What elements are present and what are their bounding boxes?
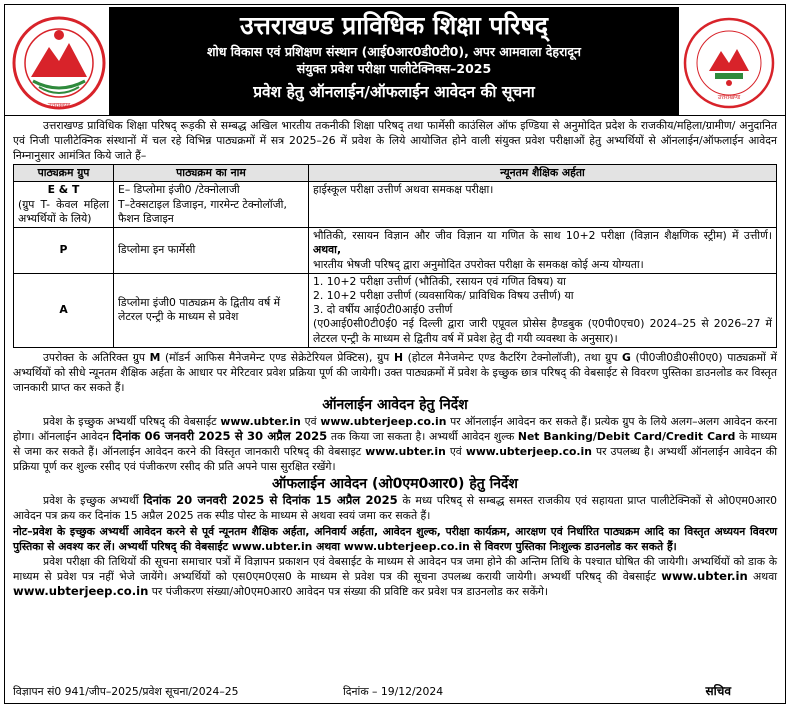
website-link[interactable]: www.ubterjeep.co.in [13, 583, 149, 598]
website-link[interactable]: www.ubter.in [661, 568, 748, 583]
text-span: प्रवेश परीक्षा की तिथियों की सूचना समाचार पत्रों में विज्ञापन प्रकाशन एवं वेबसाईट के माध्यम से आवेदन पत्र जमा होने की अन्तिम तिथि के पश्चात घोषित की जायेगी। अभ्यर्थियों को डाक के माध्यम से प्रवेश पत्र नहीं भेजे जायेंगे। अभ्यर्थियों को एस0एम0एस0 के माध्यम से प्रवेश पत्र की सूचना उपलब्ध करायी जायेगी। अभ्यर्थी परिषद् की वेबसाईट [13, 554, 777, 583]
text-span: तक किया जा सकता है। अभ्यर्थी आवेदन शुल्क [327, 430, 518, 444]
text-span: अथवा [747, 569, 777, 583]
title-banner [109, 7, 679, 115]
website-link[interactable]: www.ubter.in [231, 539, 313, 553]
text-span: के माध्यम से जमा कर सकते हैं। ऑनलाईन आवेदन करने की विस्तृत जानकारी परिषद् की वेबसाइट [13, 430, 777, 459]
text-span: (पी0जी0डी0सी0ए0) पाठ्यक्रमों में अभ्यर्थियों को सीधे न्यूनतम शैक्षिक अर्हता के आधार पर मेरिटवार प्रवेश प्रक्रिया पूर्ण की जायेगी। उक्त पाठ्यक्रमों में प्रवेश के इच्छुक छात्र परिषद् की वेबसाईट से विवरण पुस्तिका डाउनलोड कर विस्तृत जानकारी प्राप्त कर सकते हैं। [13, 350, 777, 394]
group-g: G [621, 350, 631, 364]
table-header-row [14, 165, 777, 182]
eligibility-table [13, 164, 777, 347]
header-group: पाठ्यक्रम ग्रुप [14, 165, 114, 182]
left-emblem-logo [11, 15, 107, 111]
notice-date: दिनांक – 19/12/2024 [343, 684, 444, 698]
payment-modes: Net Banking/Debit Card/Credit Card [517, 430, 736, 444]
text-span: नोट–प्रवेश के इच्छुक अभ्यर्थी आवेदन करने से पूर्व न्यूनतम शैक्षिक अर्हता, अनिवार्य अर्हता, आवेदन शुल्क, परीक्षा कार्यक्रम, आरक्षण एवं निर्धारित पाठ्यक्रम आदि का विस्तृत अध्ययन विवरण पुस्तिका से अवश्य कर लें। अभ्यर्थी परिषद् की वेबसाईट [13, 524, 777, 553]
online-paragraph [13, 414, 777, 474]
note-paragraph [13, 524, 777, 554]
qualification-or: अथवा, [313, 243, 342, 257]
text-span: प्रवेश के इच्छुक अभ्यर्थी [43, 494, 144, 508]
group-a: A [14, 273, 114, 347]
text-span: पर ऑनलाईन आवेदन कर सकते हैं। प्रत्येक ग्रुप के लिये अलग–अलग आवेदन करना होगा। ऑनलाईन आवेदन [13, 415, 777, 444]
qualification-text: भौतिकी, रसायन विज्ञान और जीव विज्ञान या गणित के साथ 10+2 परीक्षा (विज्ञान शैक्षणिक स्ट्रीम) में उत्तीर्ण। [313, 229, 772, 243]
offline-heading: ऑफलाईन आवेदन (ओ0एम0आर0) हेतु निर्देश [272, 476, 518, 493]
text-span: से विवरण पुस्तिका निःशुल्क डाउनलोड कर सकते हैं। [469, 539, 677, 553]
text-span: प्रवेश के इच्छुक अभ्यर्थी परिषद् की वेबसाईट [43, 415, 221, 428]
right-emblem-logo [681, 15, 777, 111]
course-cell: E– डिप्लोमा इंजी0 /टेक्नोलाजी T–टेक्सटाइल डिजाइन, गारमेन्ट टेक्नोलॉजी, फैशन डिजाइन [114, 182, 309, 228]
admit-card-paragraph [13, 554, 777, 599]
offline-dates: दिनांक 20 जनवरी 2025 से दिनांक 15 अप्रैल 2025 [143, 493, 398, 508]
signatory: सचिव [705, 683, 731, 698]
group-m: M [149, 350, 161, 364]
online-dates: दिनांक 06 जनवरी 2025 से 30 अप्रैल 2025 [112, 429, 328, 444]
qualification-cell: हाईस्कूल परीक्षा उत्तीर्ण अथवा समकक्ष परीक्षा। [309, 182, 777, 228]
header [4, 4, 786, 116]
website-link[interactable]: www.ubterjeep.co.in [320, 415, 447, 428]
course-cell: डिप्लोमा इन फार्मेसी [114, 228, 309, 274]
text-span: पर उपलब्ध है। अभ्यर्थी ऑनलाईन आवेदन की प्रक्रिया पूर्ण कर शुल्क रसीद एवं पंजीकरण रसीद की प्रति अपने पास सुरक्षित रखेंगे। [13, 445, 777, 474]
website-link[interactable]: www.ubterjeep.co.in [343, 539, 470, 553]
text-span: के मध्य परिषद् से सम्बद्ध समस्त राजकीय एवं सहायता प्राप्त पालीटेक्निकों से ओ0एम0आर0 आवेदन पत्र क्रय कर दिनांक 15 अप्रैल 2025 तक स्पीड पोस्ट के माध्यम से अथवा स्वयं जमा कर सकते हैं। [13, 494, 777, 523]
left-logo-text: उत्तराखण्ड [47, 102, 71, 109]
qualification-item: (ए0आई0सी0टी0ई0 नई दिल्ली द्वारा जारी एप्रूवल प्रोसेस हैण्डबुक (ए0पी0एच0) 2024–25 से 2026–27 में लेटरल एन्ट्री के माध्यम से द्वितीय वर्ष में प्रवेश हेतु दी गयी व्यवस्था के अनुसार)। [313, 317, 772, 345]
website-link[interactable]: www.ubter.in [220, 415, 301, 428]
qualification-text: भारतीय भेषजी परिषद् द्वारा अनुमोदित उपरोक्त परीक्षा के समकक्ष कोई अन्य योग्यता। [313, 257, 644, 271]
text-span: अथवा [312, 539, 344, 553]
qualification-cell [309, 273, 777, 347]
qualification-item: 3. दो वर्षीय आई0टी0आई0 उत्तीर्ण [313, 303, 453, 317]
notice-title: प्रवेश हेतु ऑनलाईन/ऑफलाईन आवेदन की सूचना [253, 83, 535, 101]
other-groups-paragraph [13, 350, 777, 395]
website-link[interactable]: www.ubter.in [365, 445, 446, 459]
group-et: E & T [47, 183, 80, 197]
offline-paragraph [13, 493, 777, 523]
group-note: (ग्रुप T- केवल महिला अभ्यर्थियों के लिये) [18, 197, 109, 225]
header-qualification: न्यूनतम शैक्षिक अर्हता [309, 165, 777, 182]
online-heading: ऑनलाईन आवेदन हेतु निर्देश [322, 397, 468, 413]
footer [13, 684, 777, 699]
qualification-item: 1. 10+2 परीक्षा उत्तीर्ण (भौतिकी, रसायन एवं गणित विषय) या [313, 274, 566, 288]
text-span: पर पंजीकरण संख्या/ओ0एम0आर0 आवेदन पत्र संख्या की प्रविष्टि कर प्रवेश पत्र डाउनलोड कर सकेंगे। [148, 584, 549, 598]
header-course: पाठ्यक्रम का नाम [114, 165, 309, 182]
text-span: (मॉडर्न आफिस मैनेजमेन्ट एण्ड सेक्रेटेरियल प्रेक्टिस), ग्रुप [160, 350, 394, 364]
website-link[interactable]: www.ubterjeep.co.in [465, 445, 592, 459]
text-span: (होटल मैनेजमेन्ट एण्ड कैटरिंग टेक्नोलॉजी), तथा ग्रुप [403, 350, 622, 364]
course-cell: डिप्लोमा इंजी0 पाठ्यक्रम के द्वितीय वर्ष में लेटरल एन्ट्री के माध्यम से प्रवेश [114, 273, 309, 347]
text-span: एवं [445, 445, 466, 459]
table-row [14, 228, 777, 274]
table-row [14, 273, 777, 347]
advertisement-number: विज्ञापन सं0 941/जीप–2025/प्रवेश सूचना/2024–25 [13, 684, 239, 698]
group-p: P [14, 228, 114, 274]
text-span: एवं [300, 415, 321, 428]
intro-paragraph: उत्तराखण्ड प्राविधिक शिक्षा परिषद् रूड़की से सम्बद्ध अखिल भारतीय तकनीकी शिक्षा परिषद् तथा फार्मेसी काउंसिल ऑफ इण्डिया से अनुमोदित प्रदेश के राजकीय/महिला/ग्रामीण/ अनुदानित एवं निजी पालीटेक्निक संस्थानों में चल रहे विभिन्न पाठ्यक्रमों में सत्र 2025–26 में प्रवेश के लिये आयोजित होने वाली संयुक्त प्रवेश परीक्षाओं हेतु अभ्यर्थियों से ऑनलाईन/ऑफलाईन आवेदन निम्नानुसार आमंत्रित किये जाते हैं– [13, 119, 777, 163]
qualification-cell [309, 228, 777, 274]
table-row [14, 182, 777, 228]
group-h: H [393, 350, 403, 364]
board-title: उत्तराखण्ड प्राविधिक शिक्षा परिषद् [239, 11, 549, 40]
group-cell [14, 182, 114, 228]
text-span: उपरोक्त के अतिरिक्त ग्रुप [43, 350, 150, 364]
right-logo-text: उत्तराखण्ड [717, 94, 741, 101]
institute-line: शोध विकास एवं प्रशिक्षण संस्थान (आई0आर0डी0टी0), अपर आमवाला देहरादून [207, 44, 581, 59]
qualification-item: 2. 10+2 परीक्षा उत्तीर्ण (व्यवसायिक/ प्राविधिक विषय उत्तीर्ण) या [313, 288, 574, 302]
notice-body [4, 116, 786, 704]
exam-line: संयुक्त प्रवेश परीक्षा पालीटेक्निक्स–2025 [296, 61, 492, 76]
